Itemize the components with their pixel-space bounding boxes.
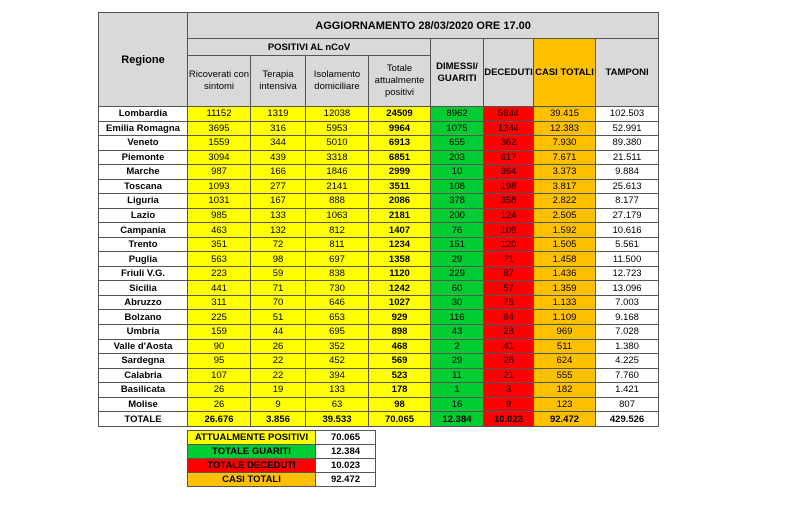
table-row: [99, 223, 659, 238]
cell-deceduti: 71: [484, 252, 534, 267]
cell-dimessi: 76: [431, 223, 484, 238]
cell-isolamento: 811: [306, 237, 369, 252]
cell-totale-positivi: 468: [369, 339, 431, 354]
cell-totale-positivi: 1027: [369, 295, 431, 310]
table-row: [99, 266, 659, 281]
header-isolamento: Isolamento domiciliare: [306, 56, 369, 107]
cell-isolamento: 646: [306, 295, 369, 310]
table-row: [99, 179, 659, 194]
cell-ricoverati: 3094: [188, 150, 251, 165]
cell-terapia: 59: [251, 266, 306, 281]
cell-casi-totali: 7.671: [534, 150, 596, 165]
total-region: TOTALE: [99, 412, 188, 427]
cell-deceduti: 109: [484, 223, 534, 238]
cell-deceduti: 41: [484, 339, 534, 354]
cell-totale-positivi: 2181: [369, 208, 431, 223]
cell-casi-totali: 123: [534, 397, 596, 412]
cell-casi-totali: 1.458: [534, 252, 596, 267]
summary-table: [187, 430, 376, 487]
cell-totale-positivi: 178: [369, 383, 431, 398]
cell-terapia: 277: [251, 179, 306, 194]
cell-region: Molise: [99, 397, 188, 412]
total-dimessi: 12.384: [431, 412, 484, 427]
cell-terapia: 133: [251, 208, 306, 223]
cell-totale-positivi: 1242: [369, 281, 431, 296]
summary-value: 70.065: [316, 431, 376, 445]
total-ricoverati: 26.676: [188, 412, 251, 427]
table-row: [99, 354, 659, 369]
table-row: [99, 295, 659, 310]
cell-terapia: 71: [251, 281, 306, 296]
cell-deceduti: 364: [484, 165, 534, 180]
cell-tamponi: 1.421: [596, 383, 659, 398]
cell-region: Piemonte: [99, 150, 188, 165]
header-update: AGGIORNAMENTO 28/03/2020 ORE 17.00: [188, 13, 659, 39]
cell-totale-positivi: 1234: [369, 237, 431, 252]
cell-tamponi: 9.884: [596, 165, 659, 180]
cell-casi-totali: 7.930: [534, 136, 596, 151]
table-row: [99, 208, 659, 223]
cell-isolamento: 352: [306, 339, 369, 354]
cell-terapia: 439: [251, 150, 306, 165]
cell-terapia: 98: [251, 252, 306, 267]
cell-dimessi: 29: [431, 252, 484, 267]
cell-totale-positivi: 569: [369, 354, 431, 369]
header-dimessi: DIMESSI/ GUARITI: [431, 39, 484, 107]
cell-totale-positivi: 898: [369, 324, 431, 339]
cell-tamponi: 11.500: [596, 252, 659, 267]
cell-ricoverati: 441: [188, 281, 251, 296]
cell-totale-positivi: 1358: [369, 252, 431, 267]
table-row: [99, 310, 659, 325]
cell-totale-positivi: 3511: [369, 179, 431, 194]
cell-terapia: 316: [251, 121, 306, 136]
header-totale-positivi: Totale attualmente positivi: [369, 56, 431, 107]
table-body: [99, 107, 659, 427]
table-row: [99, 383, 659, 398]
cell-casi-totali: 39.415: [534, 107, 596, 122]
header-deceduti: DECEDUTI: [484, 39, 534, 107]
cell-ricoverati: 95: [188, 354, 251, 369]
cell-isolamento: 697: [306, 252, 369, 267]
cell-isolamento: 5010: [306, 136, 369, 151]
table-row: [99, 121, 659, 136]
cell-casi-totali: 1.109: [534, 310, 596, 325]
cell-terapia: 72: [251, 237, 306, 252]
table-row: [99, 237, 659, 252]
cell-region: Veneto: [99, 136, 188, 151]
cell-region: Valle d'Aosta: [99, 339, 188, 354]
total-deceduti: 10.023: [484, 412, 534, 427]
cell-ricoverati: 3695: [188, 121, 251, 136]
total-casi-totali: 92.472: [534, 412, 596, 427]
cell-dimessi: 11: [431, 368, 484, 383]
cell-region: Toscana: [99, 179, 188, 194]
cell-terapia: 167: [251, 194, 306, 209]
table-row: [99, 324, 659, 339]
cell-terapia: 22: [251, 354, 306, 369]
cell-tamponi: 5.561: [596, 237, 659, 252]
cell-casi-totali: 969: [534, 324, 596, 339]
cell-ricoverati: 563: [188, 252, 251, 267]
summary-value: 92.472: [316, 473, 376, 487]
cell-ricoverati: 107: [188, 368, 251, 383]
summary-label: ATTUALMENTE POSITIVI: [188, 431, 316, 445]
cell-totale-positivi: 523: [369, 368, 431, 383]
header-terapia: Terapia intensiva: [251, 56, 306, 107]
cell-terapia: 1319: [251, 107, 306, 122]
cell-deceduti: 120: [484, 237, 534, 252]
cell-deceduti: 9: [484, 397, 534, 412]
cell-deceduti: 57: [484, 281, 534, 296]
cell-casi-totali: 1.436: [534, 266, 596, 281]
cell-isolamento: 5953: [306, 121, 369, 136]
cell-deceduti: 362: [484, 136, 534, 151]
cell-totale-positivi: 6913: [369, 136, 431, 151]
cell-casi-totali: 2.505: [534, 208, 596, 223]
cell-deceduti: 64: [484, 310, 534, 325]
cell-tamponi: 89.380: [596, 136, 659, 151]
cell-region: Abruzzo: [99, 295, 188, 310]
cell-dimessi: 203: [431, 150, 484, 165]
cell-totale-positivi: 929: [369, 310, 431, 325]
header-tamponi: TAMPONI: [596, 39, 659, 107]
total-totale-positivi: 70.065: [369, 412, 431, 427]
cell-deceduti: 28: [484, 324, 534, 339]
cell-totale-positivi: 98: [369, 397, 431, 412]
cell-terapia: 26: [251, 339, 306, 354]
totals-row: [99, 412, 659, 427]
cell-totale-positivi: 1120: [369, 266, 431, 281]
cell-ricoverati: 1093: [188, 179, 251, 194]
summary-label: TOTALE GUARITI: [188, 445, 316, 459]
cell-region: Calabria: [99, 368, 188, 383]
cell-tamponi: 9.168: [596, 310, 659, 325]
cell-terapia: 44: [251, 324, 306, 339]
cell-isolamento: 133: [306, 383, 369, 398]
cell-dimessi: 1075: [431, 121, 484, 136]
total-isolamento: 39.533: [306, 412, 369, 427]
cell-dimessi: 29: [431, 354, 484, 369]
cell-tamponi: 1.380: [596, 339, 659, 354]
cell-tamponi: 10.616: [596, 223, 659, 238]
cell-deceduti: 198: [484, 179, 534, 194]
cell-isolamento: 12038: [306, 107, 369, 122]
cell-terapia: 9: [251, 397, 306, 412]
cell-totale-positivi: 2086: [369, 194, 431, 209]
summary-row: [188, 459, 376, 473]
cell-tamponi: 27.179: [596, 208, 659, 223]
cell-tamponi: 12.723: [596, 266, 659, 281]
cell-dimessi: 200: [431, 208, 484, 223]
total-terapia: 3.856: [251, 412, 306, 427]
cell-region: Campania: [99, 223, 188, 238]
cell-dimessi: 229: [431, 266, 484, 281]
cell-tamponi: 7.760: [596, 368, 659, 383]
cell-terapia: 70: [251, 295, 306, 310]
cell-casi-totali: 182: [534, 383, 596, 398]
cell-isolamento: 653: [306, 310, 369, 325]
cell-deceduti: 617: [484, 150, 534, 165]
cell-tamponi: 21.511: [596, 150, 659, 165]
header-regione: Regione: [99, 13, 188, 107]
cell-ricoverati: 90: [188, 339, 251, 354]
table-row: [99, 339, 659, 354]
cell-ricoverati: 351: [188, 237, 251, 252]
cell-tamponi: 25.613: [596, 179, 659, 194]
cell-region: Sicilia: [99, 281, 188, 296]
cell-region: Sardegna: [99, 354, 188, 369]
cell-casi-totali: 511: [534, 339, 596, 354]
cell-tamponi: 7.003: [596, 295, 659, 310]
cell-dimessi: 116: [431, 310, 484, 325]
cell-casi-totali: 1.359: [534, 281, 596, 296]
cell-deceduti: 3: [484, 383, 534, 398]
cell-ricoverati: 463: [188, 223, 251, 238]
cell-casi-totali: 3.373: [534, 165, 596, 180]
cell-casi-totali: 1.505: [534, 237, 596, 252]
cell-tamponi: 4.225: [596, 354, 659, 369]
cell-ricoverati: 225: [188, 310, 251, 325]
cell-dimessi: 2: [431, 339, 484, 354]
cell-isolamento: 838: [306, 266, 369, 281]
table-row: [99, 397, 659, 412]
cell-totale-positivi: 2999: [369, 165, 431, 180]
header-positivi-group: POSITIVI AL nCoV: [188, 39, 431, 56]
cell-dimessi: 378: [431, 194, 484, 209]
summary-label: TOTALE DECEDUTI: [188, 459, 316, 473]
cell-terapia: 22: [251, 368, 306, 383]
regional-data-table: [98, 12, 659, 427]
cell-dimessi: 16: [431, 397, 484, 412]
cell-totale-positivi: 1407: [369, 223, 431, 238]
cell-dimessi: 151: [431, 237, 484, 252]
cell-totale-positivi: 9964: [369, 121, 431, 136]
cell-isolamento: 2141: [306, 179, 369, 194]
cell-region: Lombardia: [99, 107, 188, 122]
cell-casi-totali: 3.817: [534, 179, 596, 194]
cell-region: Trento: [99, 237, 188, 252]
cell-region: Puglia: [99, 252, 188, 267]
cell-region: Liguria: [99, 194, 188, 209]
table-row: [99, 252, 659, 267]
cell-dimessi: 43: [431, 324, 484, 339]
cell-terapia: 344: [251, 136, 306, 151]
cell-ricoverati: 1031: [188, 194, 251, 209]
cell-ricoverati: 311: [188, 295, 251, 310]
summary-body: [188, 431, 376, 487]
cell-deceduti: 358: [484, 194, 534, 209]
cell-ricoverati: 11152: [188, 107, 251, 122]
cell-ricoverati: 159: [188, 324, 251, 339]
cell-isolamento: 1846: [306, 165, 369, 180]
cell-dimessi: 30: [431, 295, 484, 310]
cell-tamponi: 8.177: [596, 194, 659, 209]
cell-tamponi: 13.096: [596, 281, 659, 296]
table-row: [99, 136, 659, 151]
cell-ricoverati: 223: [188, 266, 251, 281]
cell-region: Marche: [99, 165, 188, 180]
cell-deceduti: 21: [484, 368, 534, 383]
cell-region: Emilia Romagna: [99, 121, 188, 136]
cell-totale-positivi: 6851: [369, 150, 431, 165]
cell-tamponi: 102.503: [596, 107, 659, 122]
cell-deceduti: 26: [484, 354, 534, 369]
cell-terapia: 166: [251, 165, 306, 180]
table-row: [99, 281, 659, 296]
cell-casi-totali: 624: [534, 354, 596, 369]
cell-ricoverati: 26: [188, 397, 251, 412]
cell-isolamento: 730: [306, 281, 369, 296]
header-ricoverati: Ricoverati con sintomi: [188, 56, 251, 107]
cell-ricoverati: 26: [188, 383, 251, 398]
cell-ricoverati: 985: [188, 208, 251, 223]
cell-isolamento: 3318: [306, 150, 369, 165]
cell-casi-totali: 1.133: [534, 295, 596, 310]
cell-totale-positivi: 24509: [369, 107, 431, 122]
cell-deceduti: 76: [484, 295, 534, 310]
cell-isolamento: 452: [306, 354, 369, 369]
cell-region: Basilicata: [99, 383, 188, 398]
table-row: [99, 368, 659, 383]
summary-row: [188, 473, 376, 487]
summary-label: CASI TOTALI: [188, 473, 316, 487]
cell-dimessi: 10: [431, 165, 484, 180]
total-tamponi: 429.526: [596, 412, 659, 427]
cell-isolamento: 812: [306, 223, 369, 238]
cell-terapia: 132: [251, 223, 306, 238]
cell-dimessi: 1: [431, 383, 484, 398]
summary-value: 12.384: [316, 445, 376, 459]
cell-casi-totali: 555: [534, 368, 596, 383]
table-row: [99, 150, 659, 165]
cell-casi-totali: 12.383: [534, 121, 596, 136]
cell-ricoverati: 1559: [188, 136, 251, 151]
cell-tamponi: 52.991: [596, 121, 659, 136]
cell-deceduti: 124: [484, 208, 534, 223]
cell-region: Umbria: [99, 324, 188, 339]
cell-dimessi: 108: [431, 179, 484, 194]
cell-dimessi: 60: [431, 281, 484, 296]
cell-casi-totali: 1.592: [534, 223, 596, 238]
cell-isolamento: 1063: [306, 208, 369, 223]
cell-isolamento: 63: [306, 397, 369, 412]
cell-ricoverati: 987: [188, 165, 251, 180]
cell-casi-totali: 2.822: [534, 194, 596, 209]
cell-terapia: 51: [251, 310, 306, 325]
table-row: [99, 107, 659, 122]
cell-dimessi: 8962: [431, 107, 484, 122]
summary-row: [188, 431, 376, 445]
header-casi-totali: CASI TOTALI: [534, 39, 596, 107]
cell-tamponi: 7.028: [596, 324, 659, 339]
cell-isolamento: 888: [306, 194, 369, 209]
cell-region: Bolzano: [99, 310, 188, 325]
summary-row: [188, 445, 376, 459]
cell-region: Lazio: [99, 208, 188, 223]
cell-tamponi: 807: [596, 397, 659, 412]
cell-terapia: 19: [251, 383, 306, 398]
cell-deceduti: 1344: [484, 121, 534, 136]
cell-region: Friuli V.G.: [99, 266, 188, 281]
cell-isolamento: 695: [306, 324, 369, 339]
cell-deceduti: 5944: [484, 107, 534, 122]
cell-isolamento: 394: [306, 368, 369, 383]
cell-deceduti: 87: [484, 266, 534, 281]
table-row: [99, 194, 659, 209]
cell-dimessi: 655: [431, 136, 484, 151]
table-row: [99, 165, 659, 180]
summary-value: 10.023: [316, 459, 376, 473]
